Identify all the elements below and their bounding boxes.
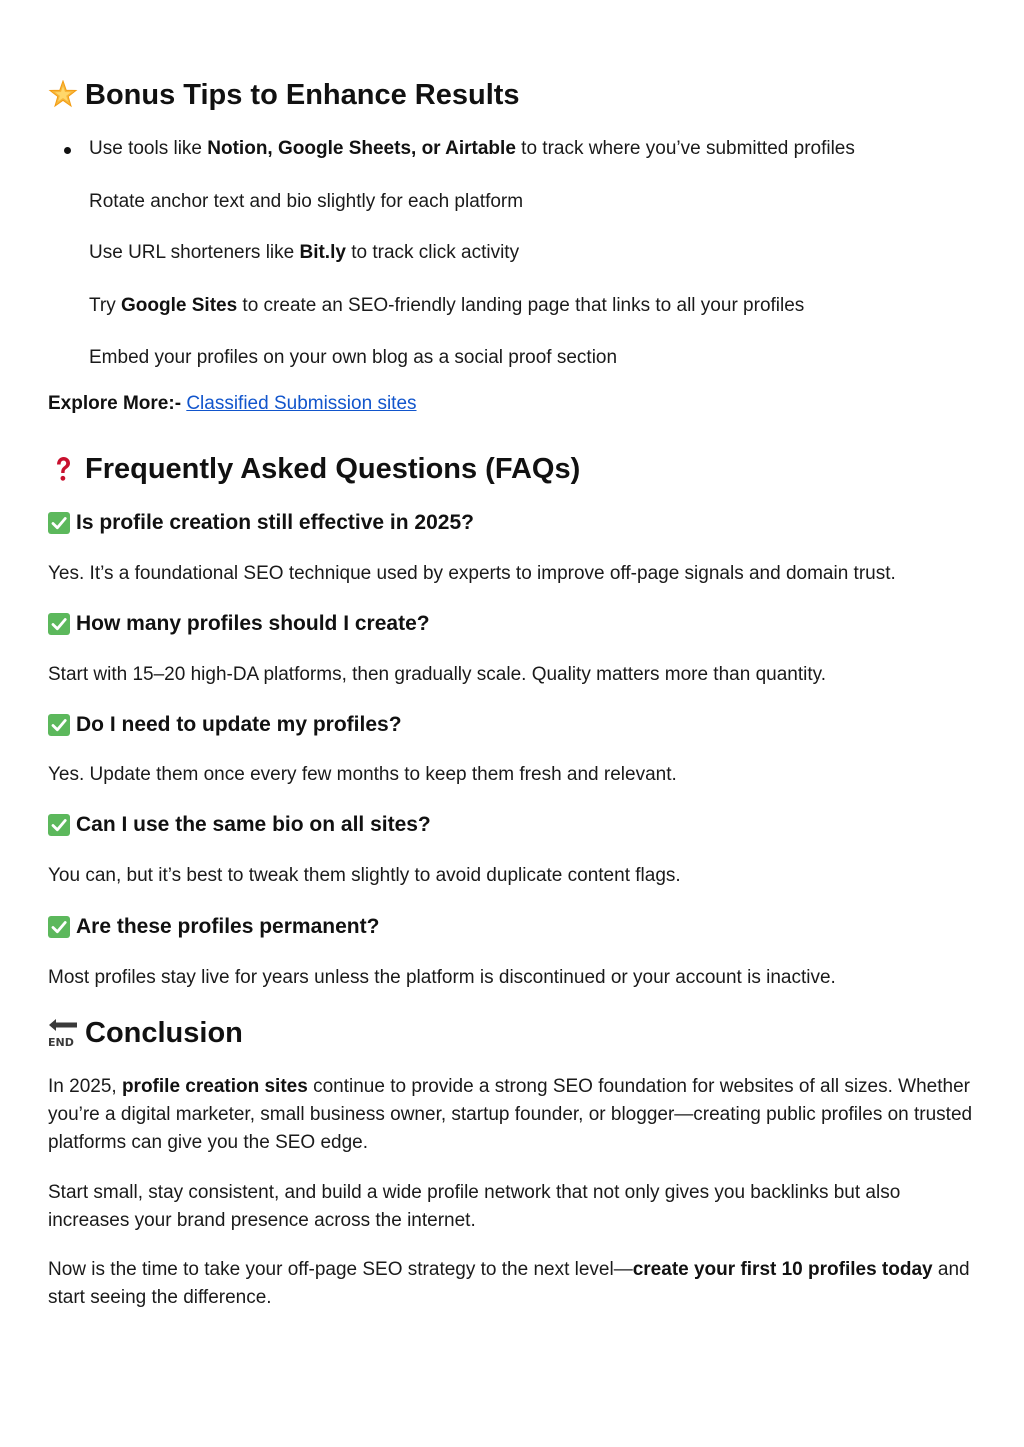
faq-question: Are these profiles permanent? — [48, 914, 984, 939]
green-check-mark-icon — [48, 714, 70, 736]
green-check-mark-icon — [48, 814, 70, 836]
list-item: Try Google Sites to create an SEO-friendly landing page that links to all your profiles — [89, 295, 805, 316]
faq-answer: Yes. Update them once every few months to keep them fresh and relevant. — [48, 764, 677, 785]
green-check-mark-icon — [48, 512, 70, 534]
svg-text:END: END — [48, 1036, 74, 1049]
faq-question: How many profiles should I create? — [48, 611, 984, 636]
faq-question: Is profile creation still effective in 2025? — [48, 510, 984, 535]
conclusion-paragraph-1: In 2025, profile creation sites continue to provide a strong SEO foundation for websites of all sizes. Whether you’re a digital marketer, small business owner, startup founder, or blogger—creating public profiles on trusted platforms can give you the SEO edge. — [48, 1076, 973, 1153]
list-item: Use tools like Notion, Google Sheets, or Airtable to track where you’ve submitted profiles — [48, 135, 984, 163]
bonus-tips-list-cont — [48, 344, 984, 372]
faq-answer: Yes. It’s a foundational SEO technique used by experts to improve off-page signals and domain trust. — [48, 563, 896, 584]
explore-more-line — [48, 390, 984, 418]
faq-title: Frequently Asked Questions (FAQs) — [85, 453, 581, 485]
list-item: Use URL shorteners like Bit.ly to track click activity — [89, 242, 520, 263]
faq-answer: You can, but it’s best to tweak them slightly to avoid duplicate content flags. — [48, 865, 681, 886]
faq-question: Do I need to update my profiles? — [48, 712, 984, 737]
bonus-tips-list-cont — [48, 239, 984, 267]
bonus-tips-list — [48, 135, 984, 163]
bonus-tips-title: Bonus Tips to Enhance Results — [85, 79, 520, 111]
list-item: Embed your profiles on your own blog as a social proof section — [89, 347, 618, 368]
green-check-mark-icon — [48, 916, 70, 938]
faq-question: Can I use the same bio on all sites? — [48, 812, 984, 837]
list-item: Rotate anchor text and bio slightly for each platform — [89, 191, 524, 212]
red-question-mark-icon — [48, 454, 78, 484]
classified-submission-link[interactable]: Classified Submission sites — [186, 393, 417, 414]
conclusion-title: Conclusion — [85, 1017, 243, 1049]
explore-more-label: Explore More:- — [48, 393, 182, 414]
conclusion-paragraph-2: Start small, stay consistent, and build a wide profile network that not only gives you backlinks but also increases your brand presence across the internet. — [48, 1182, 901, 1231]
bonus-tips-list-cont — [48, 292, 984, 320]
end-arrow-icon — [48, 1018, 78, 1048]
conclusion-heading — [48, 1016, 984, 1051]
bonus-tips-list-cont — [48, 188, 984, 216]
green-check-mark-icon — [48, 613, 70, 635]
faq-answer: Most profiles stay live for years unless the platform is discontinued or your account is inactive. — [48, 967, 836, 988]
conclusion-paragraph-3: Now is the time to take your off-page SEO strategy to the next level—create your first 10 profiles today and start seeing the difference. — [48, 1259, 970, 1308]
bonus-tips-heading — [48, 78, 984, 113]
faq-heading — [48, 452, 984, 487]
faq-answer: Start with 15–20 high-DA platforms, then gradually scale. Quality matters more than quantity. — [48, 664, 826, 685]
glowing-star-icon — [48, 80, 78, 110]
